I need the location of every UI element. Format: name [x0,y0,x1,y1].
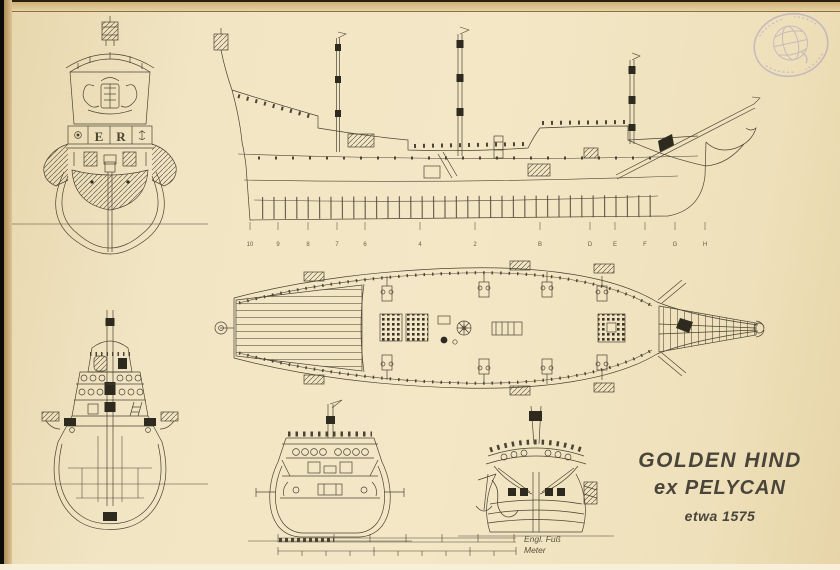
bowsprit [616,97,760,179]
deck-plan-view [212,258,764,398]
deck-lines [238,154,698,201]
station-label: H [702,242,708,248]
station-label: D [587,242,593,248]
fore-mast [629,53,641,144]
deck-fittings [438,316,522,344]
monogram-band [68,126,152,144]
section-interior [68,436,152,521]
fleur-de-lis-ornament [139,130,145,140]
fwd-gun-deck [280,482,380,498]
station-label: B [537,242,543,248]
fwd-beam-ends [286,449,374,458]
scale-bar [276,530,522,560]
station-label: E [612,242,618,248]
fore-hatch-grating [598,314,625,342]
midship-section-view [30,306,190,546]
bow-elevation-view [458,402,614,544]
section-channels [42,412,178,429]
page-top-edge [0,0,840,12]
bow-gunports [508,488,565,496]
capstan [457,321,471,335]
monogram-letter-e: E [94,129,104,144]
scale-feet-ruler [278,534,516,542]
page-bottom-edge [0,564,840,570]
globe-icon [770,23,812,69]
profile-stern-lantern [214,28,232,90]
mizzen-mast [335,32,346,152]
transom [72,170,148,210]
station-label: 2 [473,242,477,248]
scale-feet-label: Engl. Fuß [524,534,561,544]
station-ticks [250,222,705,230]
stern-lantern [102,16,118,46]
station-label: 4 [418,242,422,248]
station-label: 6 [363,242,367,248]
station-label: 7 [335,242,339,248]
coat-of-arms [70,72,150,124]
forecastle-front [486,442,586,494]
ship-former-name: ex PELYCAN [654,477,786,500]
plan-stern-lantern [215,322,234,334]
scale-bar-labels [524,534,594,555]
forward-section-view [252,398,408,544]
monogram-letter-r: R [116,129,126,144]
plan-beakhead [659,306,764,352]
bow-hull [487,472,586,532]
main-mast [457,27,470,156]
section-upper-castle [88,341,132,372]
scale-meter-ruler [278,547,516,556]
stern-windows [66,148,154,166]
longitudinal-section-view [198,24,763,252]
title-block [612,447,828,524]
station-label: 9 [276,242,280,248]
page-left-edge [4,0,12,570]
bow-channel-shrouds [584,482,597,504]
ladder [130,402,142,416]
bow-bowsprit [529,406,542,444]
poop-deck-planking [234,282,364,374]
section-gun-deck [58,416,162,442]
stern-elevation-view [28,14,192,254]
ship-date: etwa 1575 [684,508,756,525]
main-hatch-gratings [380,314,428,341]
section-mast [105,310,116,506]
station-labels [247,242,708,248]
station-label: 8 [306,242,310,248]
scale-meter-label: Meter [524,544,546,555]
station-label: F [643,242,647,248]
station-label: G [672,242,678,248]
fwd-outriggers [256,488,404,497]
station-label: 10 [246,242,254,248]
fwd-middle-deck [282,460,378,476]
beakhead [706,128,756,150]
ship-name-title: GOLDEN HIND [638,449,802,472]
hull-frames [262,206,654,208]
interior-fittings [348,134,598,178]
library-stamp [744,2,839,88]
rose-ornament [75,132,82,139]
